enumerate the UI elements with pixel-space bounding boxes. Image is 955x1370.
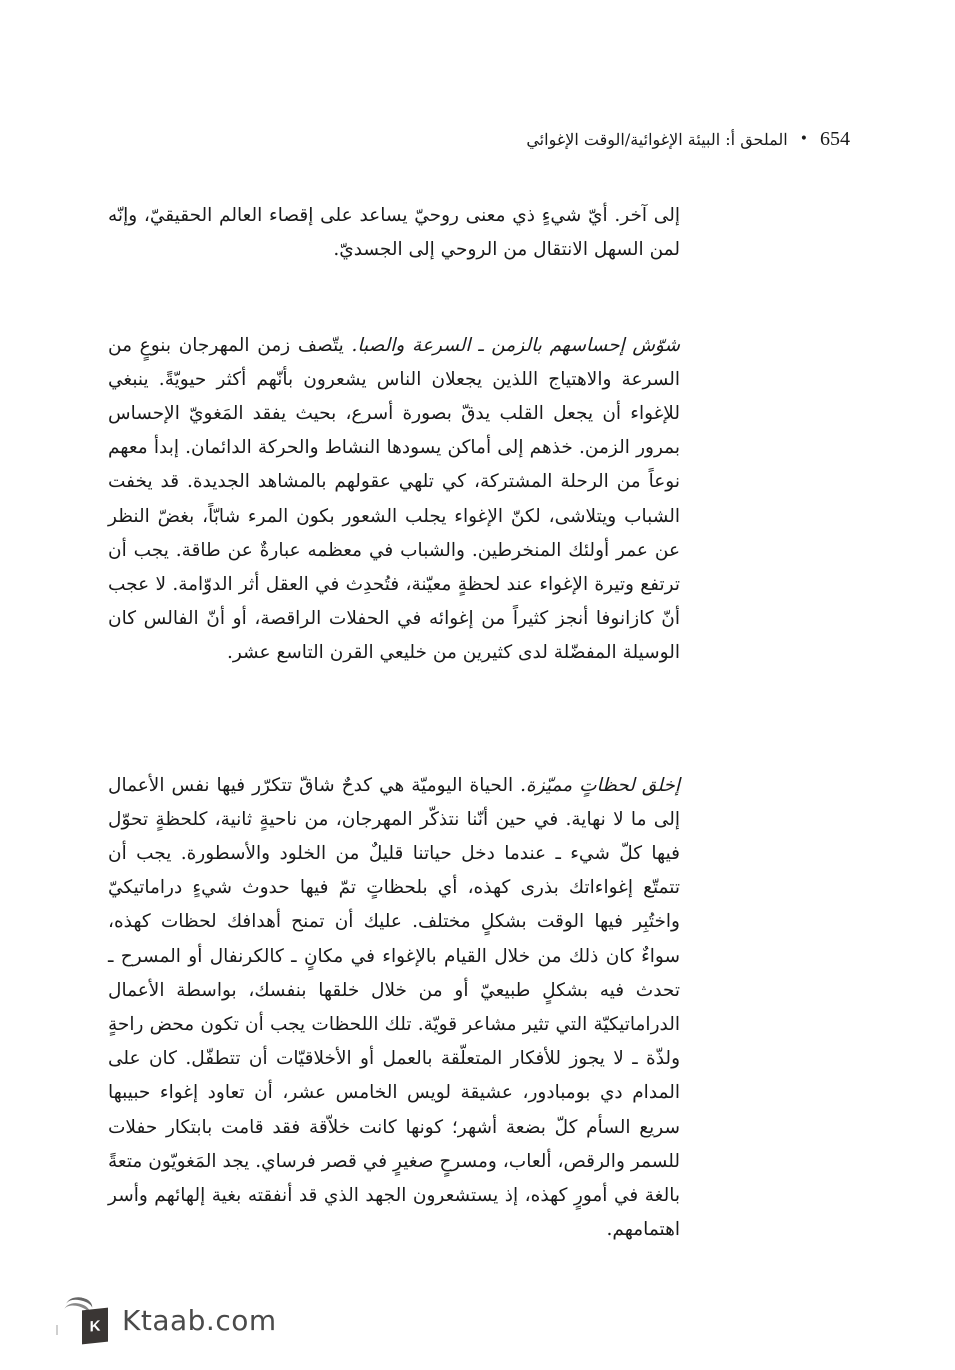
paragraph-time-sense [108,329,680,671]
page-edge-mark [56,1325,58,1335]
header-bullet: • [799,131,808,147]
paragraph-text: يتّصف زمن المهرجان بنوعٍ من السرعة والاهتياج اللذين يجعلان الناس يشعرون بأنّهم أكثر حيويّةً. ينبغي للإغواء أن يجعل القلب يدقّ بصورة أسرع، بحيث يفقد المَغويّ الإحساس بمرور الزمن. خذهم إلى أماكن يسودها النشاط والحركة الدائمان. إبدأ معهم نوعاً من الرحلة المشتركة، كي تلهي عقولهم بالمشاهد الجديدة. قد يخفت الشباب ويتلاشى، لكنّ الإغواء يجلب الشعور بكون المرء شابّاً، بغضّ النظر عن عمر أولئك المنخرطين. والشباب في معظمه عبارةٌ عن طاقة. يجب أن ترتفع وتيرة الإغواء عند لحظةٍ معيّنة، فتُحدِث في العقل أثر الدوّامة. لا عجب أنّ كازانوفا أنجز كثيراً من إغوائه في الحفلات الراقصة، أو أنّ الفالس كان الوسيلة المفضّلة لدى كثيرين من خليعي القرن التاسع عشر. [108,334,680,664]
chapter-title: الملحق أ: البيئة الإغوائية/الوقت الإغوائي [526,129,788,149]
paragraph-special-moments [108,769,680,1248]
paragraph-text: إلى آخر. أيّ شيءٍ ذي معنى روحيّ يساعد على إقصاء العالم الحقيقيّ، وإنّه لمن السهل الانتقال من الروحي إلى الجسديّ. [108,204,680,260]
ktaab-logo[interactable] [62,1295,277,1345]
logo-text: Ktaab.com [122,1303,277,1337]
book-icon [62,1295,114,1345]
page-number: 654 [820,127,850,150]
paragraph-text: الحياة اليوميّة هي كدحٌ شاقّ تتكرّر فيها نفس الأعمال إلى ما لا نهاية. في حين أنّنا نتذكّر المهرجان، من ناحيةٍ ثانية، كلحظةٍ تحوّل فيها كلّ شيء ـ عندما دخل حياتنا قليلٌ من الخلود والأسطورة. يجب أن تتمتّع إغواءاتك بذرى كهذه، أي بلحظاتٍ تمّ فيها حدوث شيءٍ دراماتيكيّ واختُبِر فيها الوقت بشكلٍ مختلف. عليك أن تمنح أهدافك لحظات كهذه، سواءٌ كان ذلك من خلال القيام بالإغواء في مكانٍ ـ كالكرنفال أو المسرح ـ تحدث فيه بشكلٍ طبيعيّ أو من خلال خلقها بنفسك، بواسطة الأعمال الدراماتيكيّة التي تثير مشاعر قويّة. تلك اللحظات يجب أن تكون محض راحةٍ ولذّة ـ لا يجوز للأفكار المتعلّقة بالعمل أو الأخلاقيّات أن تتطفّل. كان على المدام دي بومبادور، عشيقة لويس الخامس عشر، أن تعاود إغواء حبيبها سريع السأم كلّ بضعة أشهر؛ كونها كانت خلاّقة فقد قامت بابتكار حفلات للسمر والرقص، ألعاب، ومسرحٍ صغيرٍ في قصر فرساي. يجد المَغويّون متعةً بالغة في أمورٍ كهذه، إذ يستشعرون الجهد الذي قد أنفقته بغية إلهائهم وأسر اهتمامهم. [108,774,680,1241]
paragraph-lead-heading: شوّش إحساسهم بالزمن ـ السرعة والصبا. [351,334,680,356]
paragraph-continuation [108,199,680,267]
running-header [480,124,850,154]
paragraph-lead-heading: إخلق لحظاتٍ مميّزة. [520,774,680,796]
logo-letter: K [82,1308,108,1345]
